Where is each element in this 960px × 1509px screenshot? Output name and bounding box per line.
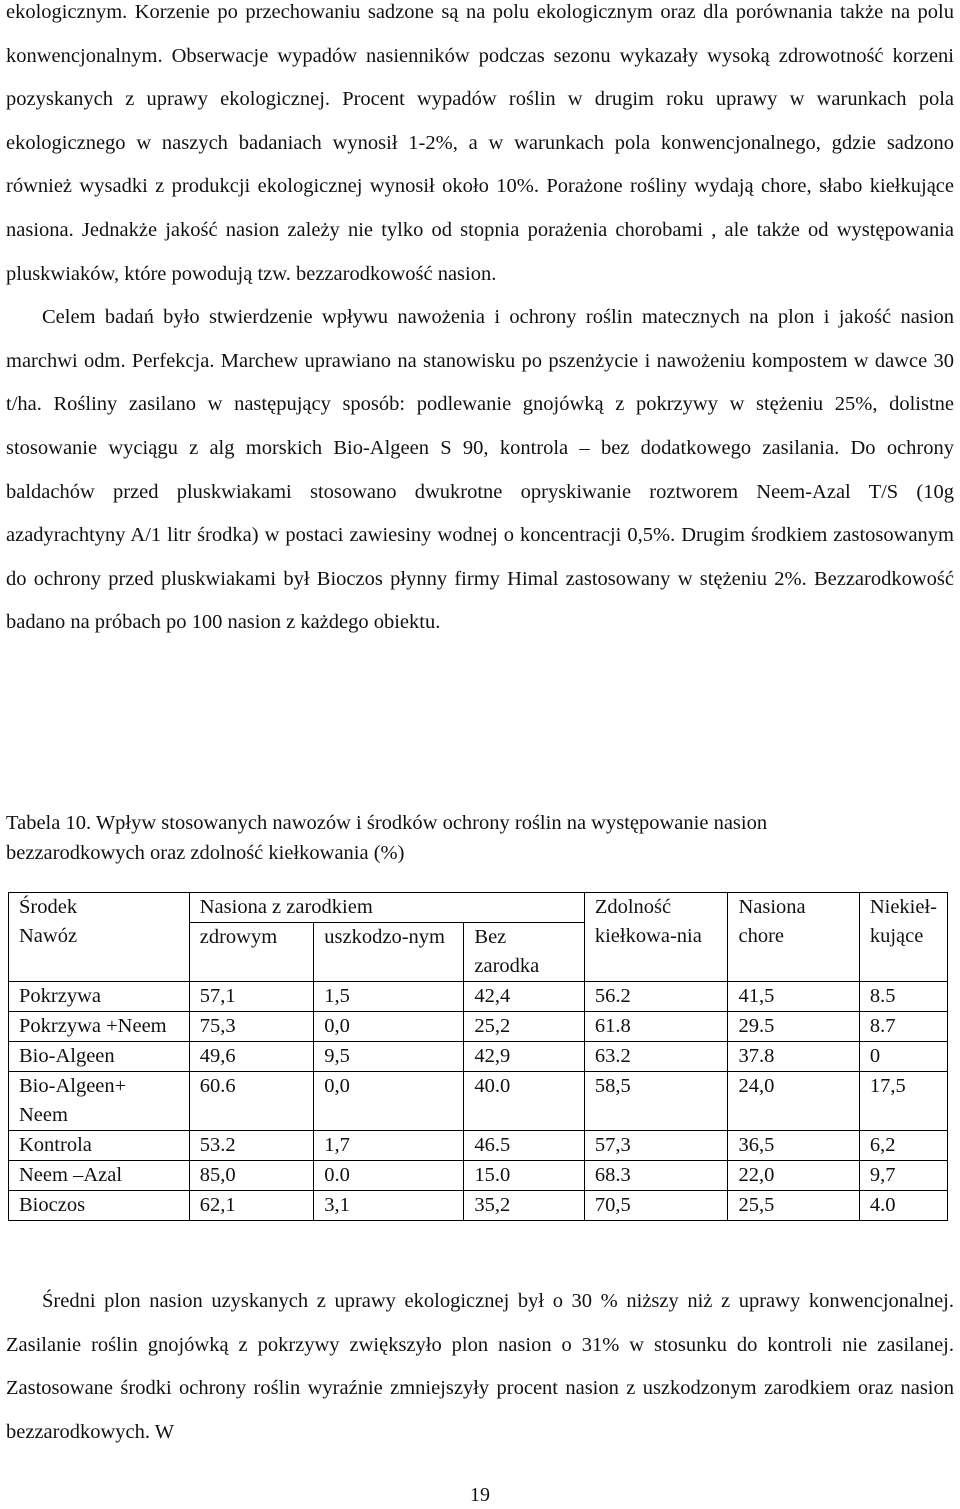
results-table <box>8 892 948 1221</box>
table-cell-value: 37.8 <box>728 1042 859 1072</box>
header-uszkodzonym: uszkodzo-nym <box>314 923 464 982</box>
header-nasiona-z-zarodkiem: Nasiona z zarodkiem <box>189 893 584 923</box>
table-cell-value: 42,9 <box>464 1042 584 1072</box>
header-zdrowym: zdrowym <box>189 923 314 982</box>
table-cell-label: Neem –Azal <box>9 1161 190 1191</box>
table-cell-value: 61.8 <box>584 1012 728 1042</box>
table-row <box>9 1131 948 1161</box>
table-cell-value: 0,0 <box>314 1012 464 1042</box>
table-cell-label: Bioczos <box>9 1191 190 1221</box>
table-cell-label: Bio-Algeen+ Neem <box>9 1072 190 1131</box>
header-nawoz: Nawóz <box>19 925 78 947</box>
header-nasiona-chore: Nasiona chore <box>728 893 859 982</box>
table-cell-value: 6,2 <box>859 1131 947 1161</box>
table-cell-value: 8.7 <box>859 1012 947 1042</box>
paragraph-3: Średni plon nasion uzyskanych z uprawy ekologicznej był o 30 % niższy niż z uprawy konwencjonalnej. Zasilanie roślin gnojówką z pokrzywy zwiększyło plon nasion o 31% w stosunku do kontroli nie zasilanej. Zastosowane środki ochrony roślin wyraźnie zmniejszyły procent nasion z uszkodzonym zarodkiem oraz nasion bezzarodkowych. W <box>6 1290 954 1443</box>
table-cell-value: 29.5 <box>728 1012 859 1042</box>
table-cell-value: 53.2 <box>189 1131 314 1161</box>
table-row <box>9 1042 948 1072</box>
table-caption-line-1: Tabela 10. Wpływ stosowanych nawozów i środków ochrony roślin na występowanie nasion <box>6 812 768 834</box>
table-cell-value: 36,5 <box>728 1131 859 1161</box>
table-cell-value: 57,1 <box>189 982 314 1012</box>
table-cell-value: 56.2 <box>584 982 728 1012</box>
table-cell-value: 70,5 <box>584 1191 728 1221</box>
table-cell-value: 24,0 <box>728 1072 859 1131</box>
table-cell-value: 58,5 <box>584 1072 728 1131</box>
table-row <box>9 1012 948 1042</box>
table-cell-value: 9,5 <box>314 1042 464 1072</box>
table-cell-value: 68.3 <box>584 1161 728 1191</box>
paragraph-1: ekologicznym. Korzenie po przechowaniu sadzone są na polu ekologicznym oraz dla porównania także na polu konwencjonalnym. Obserwacje wypadów nasienników podczas sezonu wykazały wysoką zdrowotność korzeni pozyskanych z uprawy ekologicznej. Procent wypadów roślin w drugim roku uprawy w warunkach pola ekologicznego w naszych badaniach wynosił 1-2%, a w warunkach pola konwencjonalnego, gdzie sadzono również wysadki z produkcji ekologicznej wynosił około 10%. Porażone rośliny wydają chore, słabo kiełkujące nasiona. Jednakże jakość nasion zależy nie tylko od stopnia porażenia chorobami , ale także od występowania pluskwiaków, które powodują tzw. bezzarodkowość nasion. <box>6 1 954 285</box>
table-cell-value: 62,1 <box>189 1191 314 1221</box>
table-cell-value: 75,3 <box>189 1012 314 1042</box>
table-cell-value: 57,3 <box>584 1131 728 1161</box>
table-caption-line-2: bezzarodkowych oraz zdolność kiełkowania (%) <box>6 842 405 864</box>
table-cell-value: 85,0 <box>189 1161 314 1191</box>
table-row <box>9 982 948 1012</box>
table-cell-value: 4.0 <box>859 1191 947 1221</box>
table-cell-value: 63.2 <box>584 1042 728 1072</box>
table-cell-value: 8.5 <box>859 982 947 1012</box>
table-cell-value: 22,0 <box>728 1161 859 1191</box>
table-cell-value: 1,7 <box>314 1131 464 1161</box>
table-body <box>9 982 948 1221</box>
table-cell-value: 9,7 <box>859 1161 947 1191</box>
table-cell-value: 0.0 <box>314 1161 464 1191</box>
page-number: 19 <box>470 1484 490 1506</box>
table-row <box>9 1072 948 1131</box>
table-cell-value: 40.0 <box>464 1072 584 1131</box>
table-cell-value: 35,2 <box>464 1191 584 1221</box>
table-cell-value: 17,5 <box>859 1072 947 1131</box>
header-zdolnosc: Zdolność kiełkowa-nia <box>584 893 728 982</box>
body-text-top <box>6 0 954 645</box>
header-niekielkujace: Niekieł-kujące <box>859 893 947 982</box>
table-header-row-1 <box>9 893 948 923</box>
table-caption <box>6 808 954 868</box>
table-cell-label: Pokrzywa +Neem <box>9 1012 190 1042</box>
header-bez-zarodka: Bez zarodka <box>464 923 584 982</box>
table-cell-value: 0 <box>859 1042 947 1072</box>
table-cell-label: Bio-Algeen <box>9 1042 190 1072</box>
table-cell-value: 42,4 <box>464 982 584 1012</box>
table-row <box>9 1191 948 1221</box>
table-cell-value: 1,5 <box>314 982 464 1012</box>
table-cell-value: 25,2 <box>464 1012 584 1042</box>
table-cell-value: 49,6 <box>189 1042 314 1072</box>
paragraph-2: Celem badań było stwierdzenie wpływu nawożenia i ochrony roślin matecznych na plon i jakość nasion marchwi odm. Perfekcja. Marchew uprawiano na stanowisku po pszenżycie i nawożeniu kompostem w dawce 30 t/ha. Rośliny zasilano w następujący sposób: podlewanie gnojówką z pokrzywy w stężeniu 25%, dolistne stosowanie wyciągu z alg morskich Bio-Algeen S 90, kontrola – bez dodatkowego zasilania. Do ochrony baldachów przed pluskwiakami stosowano dwukrotne opryskiwanie roztworem Neem-Azal T/S (10g azadyrachtyny A/1 litr środka) w postaci zawiesiny wodnej o koncentracji 0,5%. Drugim środkiem zastosowanym do ochrony przed pluskwiakami był Bioczos płynny firmy Himal zastosowany w stężeniu 2%. Bezzarodkowość badano na próbach po 100 nasion z każdego obiektu. <box>6 306 954 634</box>
table-cell-label: Kontrola <box>9 1131 190 1161</box>
header-srodek: Środek <box>19 896 78 918</box>
table-cell-value: 60.6 <box>189 1072 314 1131</box>
table-cell-value: 3,1 <box>314 1191 464 1221</box>
table-cell-value: 25,5 <box>728 1191 859 1221</box>
table-row <box>9 1161 948 1191</box>
table-cell-label: Pokrzywa <box>9 982 190 1012</box>
table-cell-value: 41,5 <box>728 982 859 1012</box>
table-cell-value: 0,0 <box>314 1072 464 1131</box>
header-srodek-nawoz <box>9 893 190 982</box>
table-cell-value: 15.0 <box>464 1161 584 1191</box>
body-text-bottom <box>6 1280 954 1454</box>
table-cell-value: 46.5 <box>464 1131 584 1161</box>
